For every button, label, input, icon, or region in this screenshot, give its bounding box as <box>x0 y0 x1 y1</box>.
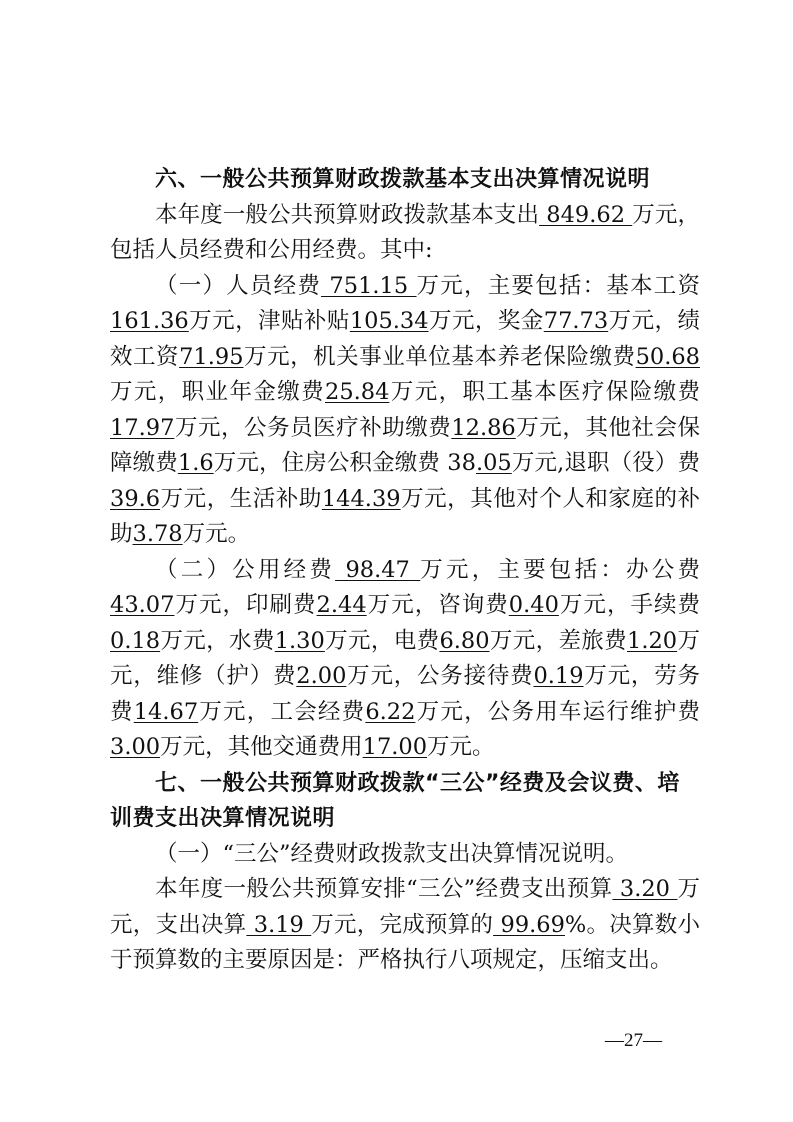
underlined-value: 0.18 <box>110 627 161 654</box>
underlined-value: 161.36 <box>110 308 189 334</box>
underlined-value: 1.30 <box>274 627 325 654</box>
underlined-value: 39.6 <box>110 485 161 512</box>
underlined-value: 144.39 <box>321 485 401 512</box>
public-expenses-paragraph: （二）公用经费 98.47 万元，主要包括：办公费43.07万元，印刷费2.44万元，咨询费0.40万元，手续费0.18万元，水费1.30万元，电费6.80万元，差旅费1.20万元，维修（护）费2.00万元，公务接待费0.19万元，劳务费14.67万元，工会经费6.22万元，公务用车运行维护费3.00万元，其他交通费用17.00万元。 <box>110 556 700 760</box>
section-6-paragraph-1: 本年度一般公共预算财政拨款基本支出 849.62 万元，包括人员经费和公用经费。其中: <box>110 201 700 263</box>
underlined-value: 71.95 <box>179 343 244 370</box>
document-page <box>110 162 700 979</box>
underlined-value: 77.73 <box>543 308 609 334</box>
underlined-value: 849.62 <box>539 201 633 228</box>
underlined-value: 14.67 <box>133 698 199 725</box>
underlined-value: 12.86 <box>451 414 516 441</box>
underlined-value: 3.00 <box>110 734 161 760</box>
underlined-value: 1.20 <box>627 627 678 654</box>
section-7-heading: 七、一般公共预算财政拨款“三公”经费及会议费、培训费支出决算情况说明 <box>110 770 680 831</box>
underlined-value: 25.84 <box>325 379 390 405</box>
underlined-value: 50.68 <box>635 343 700 370</box>
underlined-value: 3.20 <box>612 876 678 902</box>
underlined-value: 2.00 <box>296 663 347 689</box>
underlined-value: 17.97 <box>110 414 175 441</box>
section-7-paragraph-1: 本年度一般公共预算安排“三公”经费支出预算 3.20 万元，支出决算 3.19 万元，完成预算的 99.69%。决算数小于预算数的主要原因是：严格执行八项规定，压缩支出。 <box>110 876 700 973</box>
underlined-value: .05 <box>475 450 512 476</box>
underlined-value: 105.34 <box>349 308 429 334</box>
underlined-value: 6.80 <box>439 627 490 654</box>
underlined-value: 0.40 <box>508 592 559 618</box>
underlined-value: 99.69 <box>493 911 565 938</box>
underlined-value: 1.6 <box>177 450 214 476</box>
underlined-value: 751.15 <box>321 272 417 299</box>
underlined-value: 98.47 <box>335 556 421 583</box>
section-7-subheading: （一）“三公”经费财政拨款支出决算情况说明。 <box>155 840 629 867</box>
personnel-expenses-paragraph: （一）人员经费 751.15 万元，主要包括：基本工资161.36万元，津贴补贴105.34万元，奖金77.73万元，绩效工资71.95万元，机关事业单位基本养老保险缴费50.68万元，职业年金缴费25.84万元，职工基本医疗保险缴费17.97万元，公务员医疗补助缴费12.86万元，其他社会保障缴费1.6万元，住房公积金缴费 38.05万元,退职（役）费39.6万元，生活补助144.39万元，其他对个人和家庭的补助3.78万元。 <box>110 272 700 547</box>
underlined-value: 0.19 <box>533 663 584 689</box>
section-6-heading: 六、一般公共预算财政拨款基本支出决算情况说明 <box>155 167 651 192</box>
underlined-value: 17.00 <box>362 734 428 760</box>
underlined-value: 6.22 <box>365 698 416 725</box>
underlined-value: 2.44 <box>316 592 367 618</box>
page-number: —27— <box>605 1030 662 1051</box>
underlined-value: 3.78 <box>132 521 183 547</box>
underlined-value: 3.19 <box>246 911 312 938</box>
underlined-value: 43.07 <box>110 592 175 618</box>
